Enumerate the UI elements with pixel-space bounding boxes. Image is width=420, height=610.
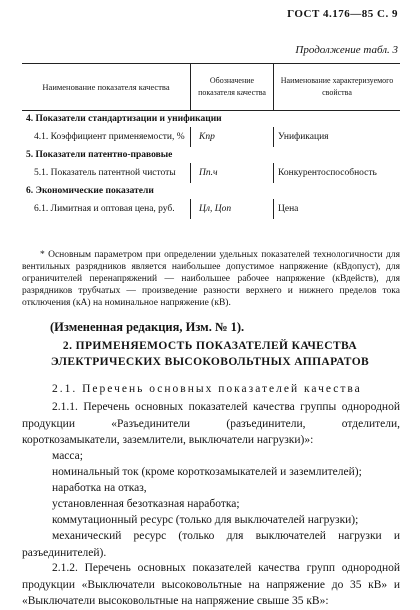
subsection-heading: 2.1. Перечень основных показателей качества — [52, 383, 362, 395]
table-row — [22, 163, 400, 183]
indicator-property: Цена — [274, 199, 401, 219]
table-continuation-label: Продолжение табл. 3 — [295, 44, 398, 56]
indicator-property: Конкурентоспособность — [274, 163, 401, 183]
list-item: наработка на отказ, — [52, 482, 147, 494]
list-item: коммутационный ресурс (только для выключателей нагрузки); — [52, 514, 359, 526]
table-row — [22, 199, 400, 219]
column-header-property: Наименование характеризуемого свойства — [274, 64, 401, 111]
list-item: номинальный ток (кроме короткозамыкателей и заземлителей); — [52, 466, 362, 478]
paragraph-2-1-1: 2.1.1. Перечень основных показателей качества группы однородной продукции «Разъединители (разъединители, отделители, короткозамыкатели, заземлители, выключатели нагрузки)»: — [22, 401, 400, 446]
section-title: 5. Показатели патентно-правовые — [26, 150, 173, 160]
paragraph-2-1-2: 2.1.2. Перечень основных показателей качества групп однородной продукции «Выключатели высоковольтные на напряжение до 35 кВ» и «Выключатели высоковольтные на напряжение свыше 35 кВ»: — [22, 562, 400, 607]
section-heading-line1: 2. ПРИМЕНЯЕМОСТЬ ПОКАЗАТЕЛЕЙ КАЧЕСТВА — [62, 340, 358, 352]
indicator-name: 5.1. Показатель патентной чистоты — [34, 168, 176, 178]
section-title: 6. Экономические показатели — [26, 186, 154, 196]
indicator-name: 6.1. Лимитная и оптовая цена, руб. — [34, 204, 175, 214]
column-header-name: Наименование показателя качества — [22, 64, 191, 111]
table-footnote: * Основным параметром при определении удельных показателей технологичности для вентильных разрядников является наибольшее допустимое напряжение (кВдопуст), для ограничителей перенапряжений — наибольшее рабочее напряжение (кВдейств), для разрядников трубчатых — произведение разности верхнего и нижнего пределов тока отключения (кА) на номинальное напряжение (кВ). — [22, 250, 400, 308]
section-row — [22, 111, 400, 128]
edition-note: (Измененная редакция, Изм. № 1). — [50, 320, 245, 334]
section-row — [22, 183, 400, 199]
indicator-name: 4.1. Коэффициент применяемости, % — [34, 132, 185, 142]
section-heading-line2: ЭЛЕКТРИЧЕСКИХ ВЫСОКОВОЛЬТНЫХ АППАРАТОВ — [50, 356, 370, 368]
column-header-symbol: Обозначение показателя качества — [191, 64, 274, 111]
section-title: 4. Показатели стандартизации и унификации — [26, 114, 222, 124]
quality-indicators-table — [22, 63, 400, 219]
section-row — [22, 147, 400, 163]
indicator-property: Унификация — [274, 127, 401, 147]
indicator-symbol: Пп.ч — [191, 163, 274, 183]
indicator-symbol: Kпр — [191, 127, 274, 147]
table-header-row — [22, 64, 400, 111]
indicator-symbol: Цл, Цоп — [191, 199, 274, 219]
list-item: масса; — [52, 450, 83, 462]
list-item: механический ресурс (только для выключателей нагрузки и разъединителей). — [22, 530, 400, 559]
table-row — [22, 127, 400, 147]
page-header: ГОСТ 4.176—85 С. 9 — [287, 8, 398, 20]
list-item: установленная безотказная наработка; — [52, 498, 240, 510]
